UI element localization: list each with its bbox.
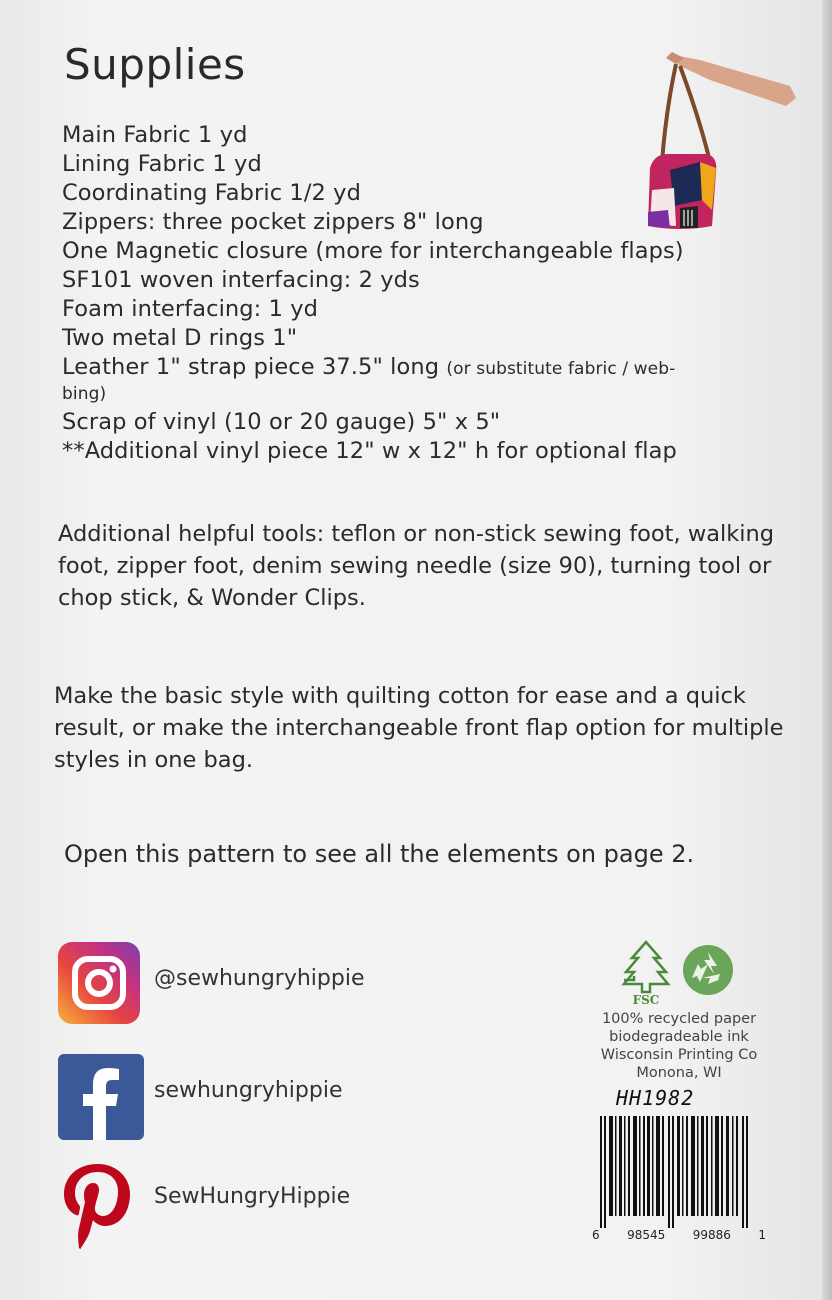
barcode-digit-group: 1 [758, 1228, 766, 1242]
barcode-digit-group: 98545 [627, 1228, 666, 1242]
eco-line: Wisconsin Printing Co [600, 1047, 758, 1063]
instagram-handle[interactable]: @sewhungryhippie [154, 966, 365, 991]
supply-item: Zippers: three pocket zippers 8" long [62, 209, 484, 235]
tools-paragraph: Additional helpful tools: teflon or non-stick sewing foot, walking foot, zipper foot, denim sewing needle (size 90), turning tool or chop stick, & Wonder Clips. [58, 521, 775, 611]
supply-item [62, 353, 762, 404]
facebook-icon [58, 1054, 144, 1140]
barcode-digit-group: 6 [592, 1228, 600, 1242]
supply-item: Two metal D rings 1" [62, 325, 298, 351]
supply-item: Lining Fabric 1 yd [62, 151, 262, 177]
eco-line: 100% recycled paper [601, 1011, 757, 1027]
supply-item: Scrap of vinyl (10 or 20 gauge) 5" x 5" [62, 409, 501, 435]
eco-line: biodegradeable ink [609, 1029, 749, 1045]
facebook-handle[interactable]: sewhungryhippie [154, 1078, 343, 1103]
barcode-digit-group: 99886 [692, 1228, 731, 1242]
pinterest-handle[interactable]: SewHungryHippie [154, 1184, 351, 1209]
eco-statement [584, 1010, 774, 1082]
supply-item-text: Leather 1" strap piece 37.5" long [62, 354, 440, 380]
supplies-list [62, 121, 762, 466]
eco-line: Monona, WI [636, 1065, 722, 1081]
supply-item: One Magnetic closure (more for interchangeable flaps) [62, 238, 684, 264]
pinterest-icon [58, 1160, 140, 1242]
supply-item-note-cont: bing) [62, 384, 107, 404]
product-code: HH1982 [616, 1086, 695, 1110]
description-paragraph: Make the basic style with quilting cotton for ease and a quick result, or make the interchangeable front flap option for multiple styles in one bag. [54, 683, 784, 773]
supply-item: SF101 woven interfacing: 2 yds [62, 267, 420, 293]
recycle-icon [683, 945, 733, 995]
barcode-digits [592, 1228, 766, 1242]
instagram-icon [58, 942, 140, 1024]
supply-item: Coordinating Fabric 1/2 yd [62, 180, 361, 206]
supply-item: **Additional vinyl piece 12" w x 12" h for optional flap [62, 438, 677, 464]
fsc-label: FSC [632, 993, 660, 1006]
page-edge [822, 0, 832, 1300]
supply-item: Foam interfacing: 1 yd [62, 296, 319, 322]
page-title: Supplies [64, 40, 246, 89]
supply-item-note: (or substitute fabric / web- [446, 359, 676, 379]
eco-logos [584, 936, 774, 1010]
supply-item: Main Fabric 1 yd [62, 122, 248, 148]
fsc-logo-icon [624, 942, 668, 1006]
barcode-icon [592, 1116, 764, 1228]
open-pattern-note: Open this pattern to see all the elements on page 2. [64, 840, 695, 868]
